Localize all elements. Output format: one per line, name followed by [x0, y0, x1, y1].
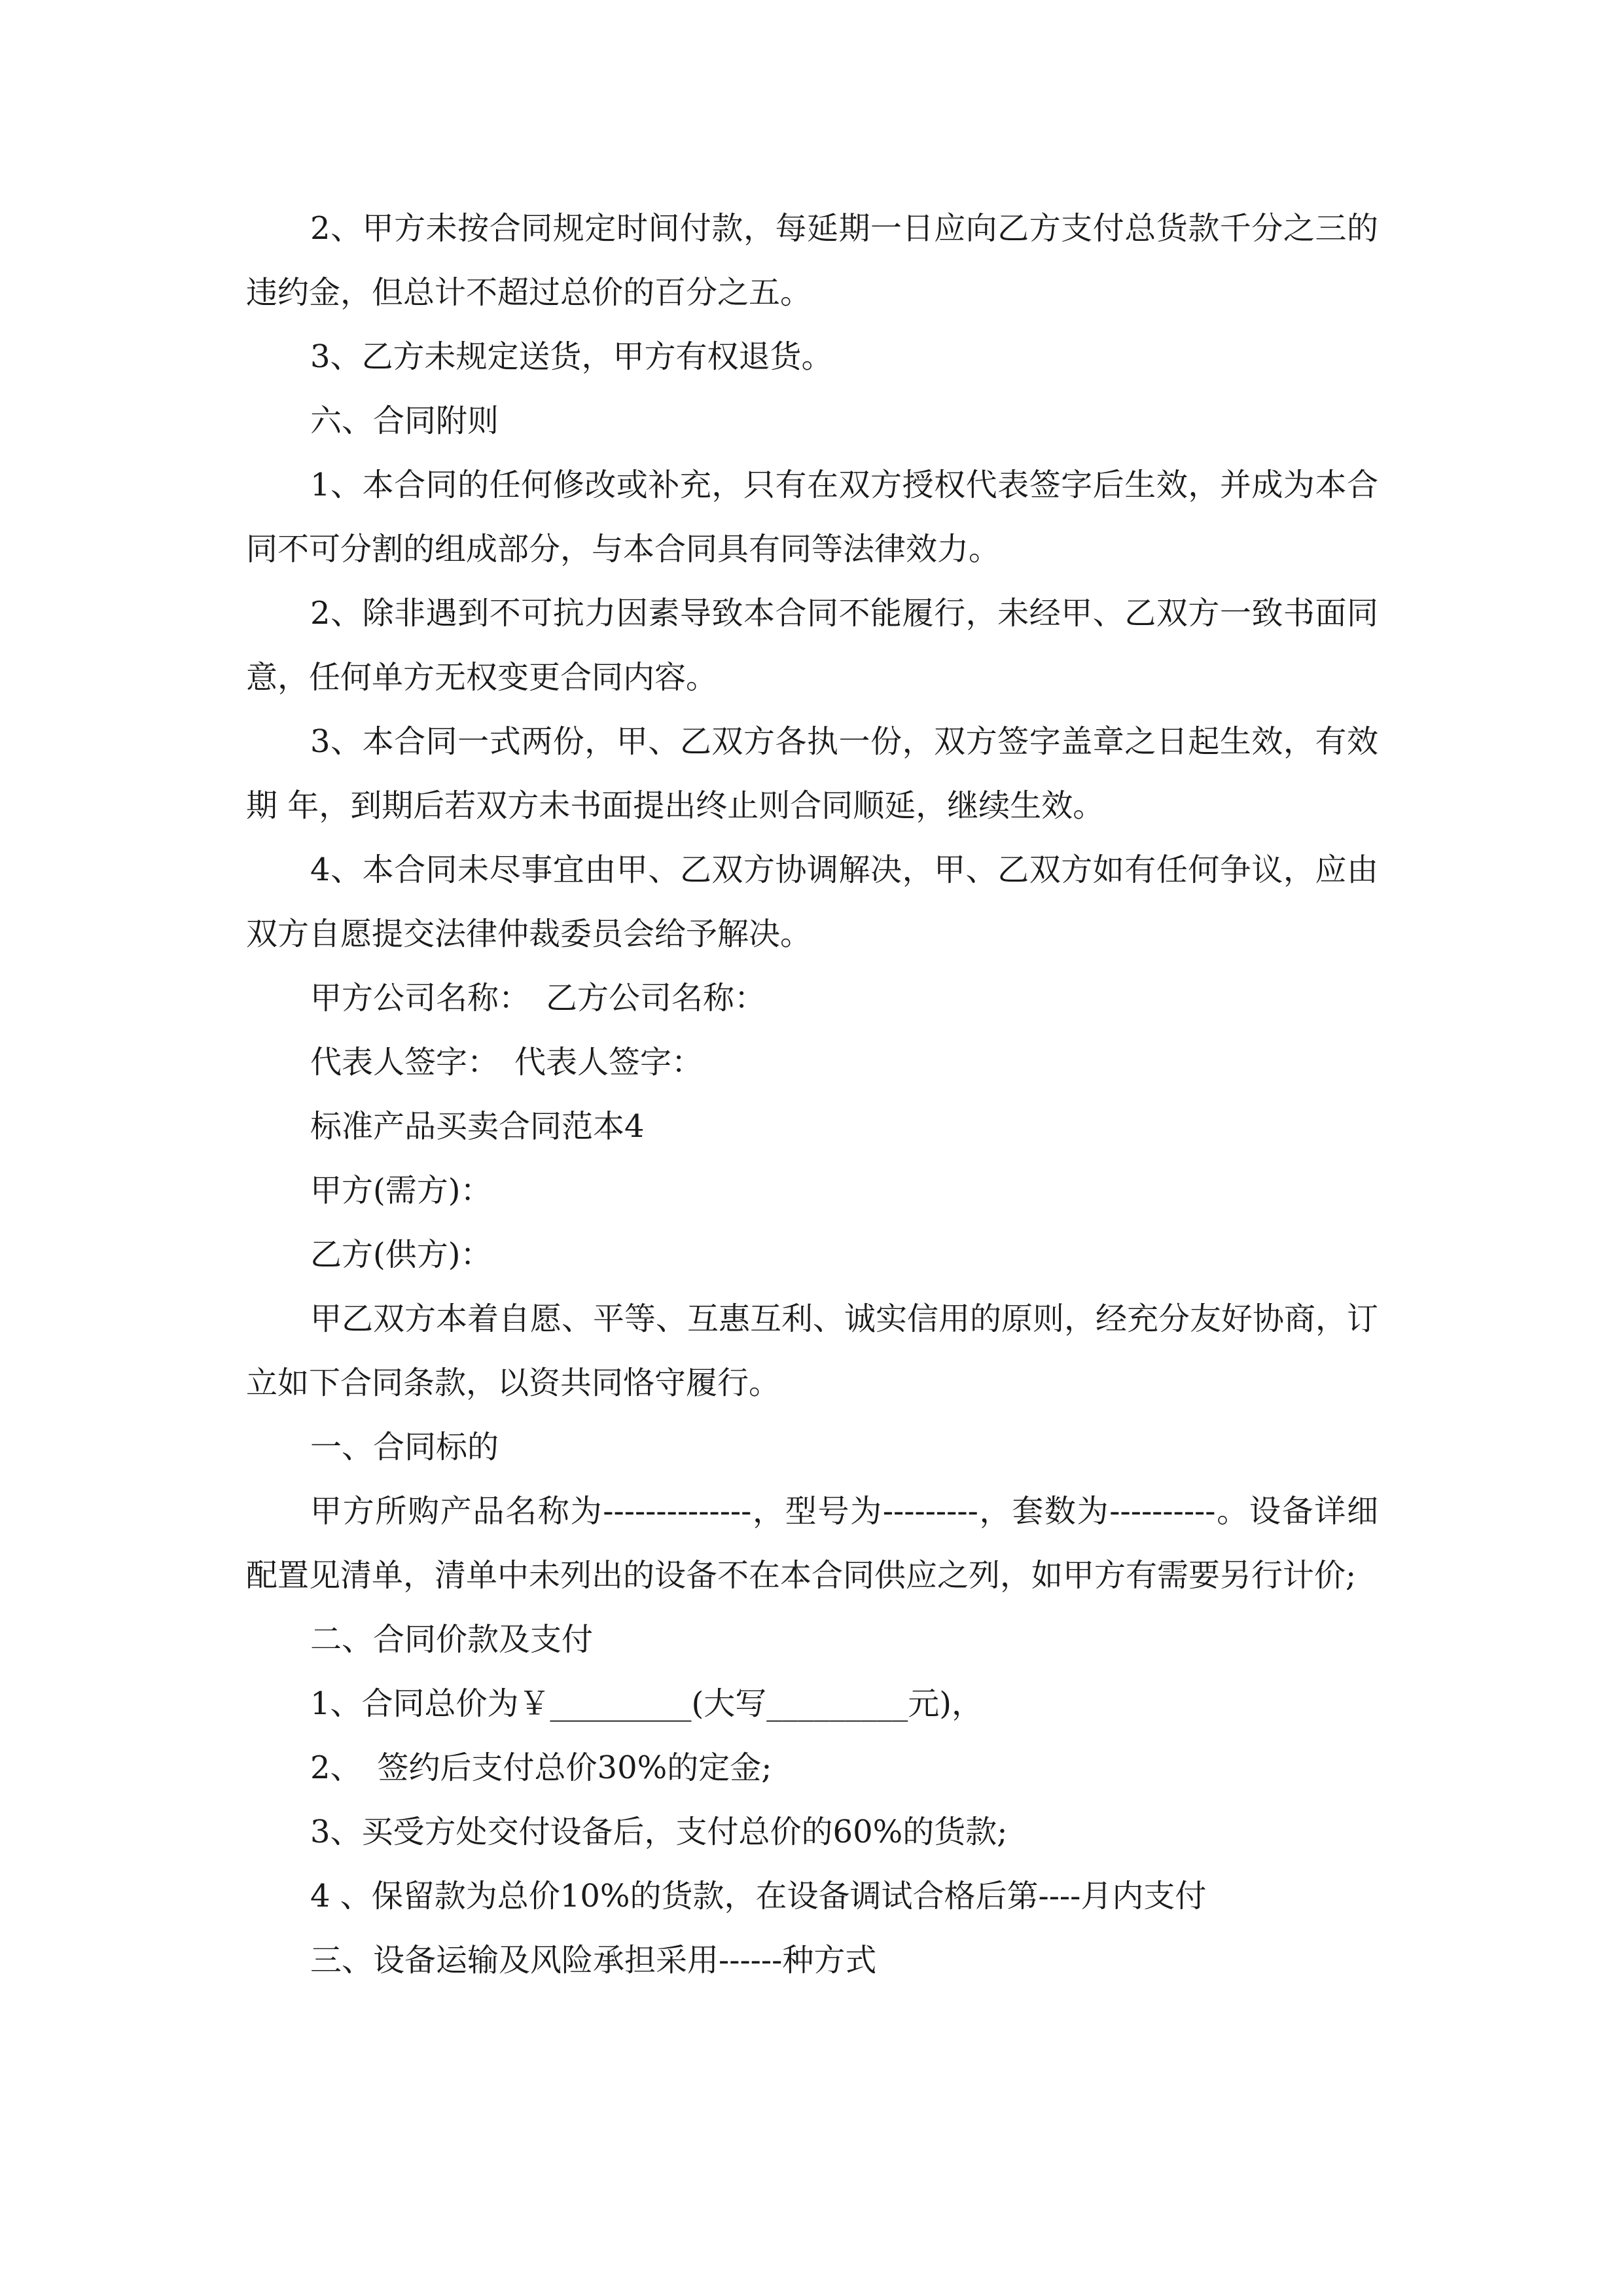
party-a-buyer: 甲方(需方)：: [310, 1172, 492, 1209]
paragraph-deposit: 2、 签约后支付总价30%的定金;: [310, 1749, 772, 1786]
paragraph-amendments: 1、本合同的任何修改或补充，只有在双方授权代表签字后生效，并成为本合同不可分割的组成部分，与本合同具有同等法律效力。: [246, 467, 1378, 567]
paragraph-total-price: 1、合同总价为￥_________(大写_________元)，: [310, 1685, 983, 1722]
section-heading-price-payment: 二、合同价款及支付: [310, 1621, 594, 1658]
party-b-supplier: 乙方(供方)：: [310, 1236, 492, 1273]
paragraph-preamble: 甲乙双方本着自愿、平等、互惠互利、诚实信用的原则，经充分友好协商，订立如下合同条款，以资共同恪守履行。: [246, 1300, 1379, 1401]
paragraph-force-majeure: 2、除非遇到不可抗力因素导致本合同不能履行，未经甲、乙双方一致书面同意，任何单方无权变更合同内容。: [246, 595, 1378, 696]
section-heading-subject: 一、合同标的: [310, 1429, 499, 1465]
paragraph-retention: 4 、保留款为总价10%的货款，在设备调试合格后第----月内支付: [310, 1878, 1207, 1914]
paragraph-dispute-resolution: 4、本合同未尽事宜由甲、乙双方协调解决，甲、乙双方如有任何争议，应由双方自愿提交法律仲裁委员会给予解决。: [246, 852, 1378, 952]
representative-signatures: 代表人签字： 代表人签字：: [310, 1044, 704, 1081]
section-heading-supplementary: 六、合同附则: [310, 403, 499, 439]
document-body: [246, 196, 1378, 1992]
party-company-names: 甲方公司名称： 乙方公司名称：: [310, 980, 766, 1016]
paragraph-return-goods: 3、乙方未规定送货，甲方有权退货。: [310, 338, 833, 375]
paragraph-product-details: 甲方所购产品名称为--------------，型号为---------，套数为----------。设备详细配置见清单，清单中未列出的设备不在本合同供应之列，如甲方有需要另行计价;: [246, 1493, 1378, 1594]
paragraph-penalty-late-payment: 2、甲方未按合同规定时间付款，每延期一日应向乙方支付总货款千分之三的违约金，但总计不超过总价的百分之五。: [246, 210, 1378, 311]
paragraph-copies-validity: 3、本合同一式两份，甲、乙双方各执一份，双方签字盖章之日起生效，有效期 年，到期后若双方未书面提出终止则合同顺延，继续生效。: [246, 723, 1378, 824]
contract-title: 标准产品买卖合同范本4: [310, 1108, 645, 1145]
paragraph-delivery-payment: 3、买受方处交付设备后，支付总价的60%的货款;: [310, 1814, 1008, 1850]
section-heading-transport-risk: 三、设备运输及风险承担采用------种方式: [310, 1942, 877, 1979]
